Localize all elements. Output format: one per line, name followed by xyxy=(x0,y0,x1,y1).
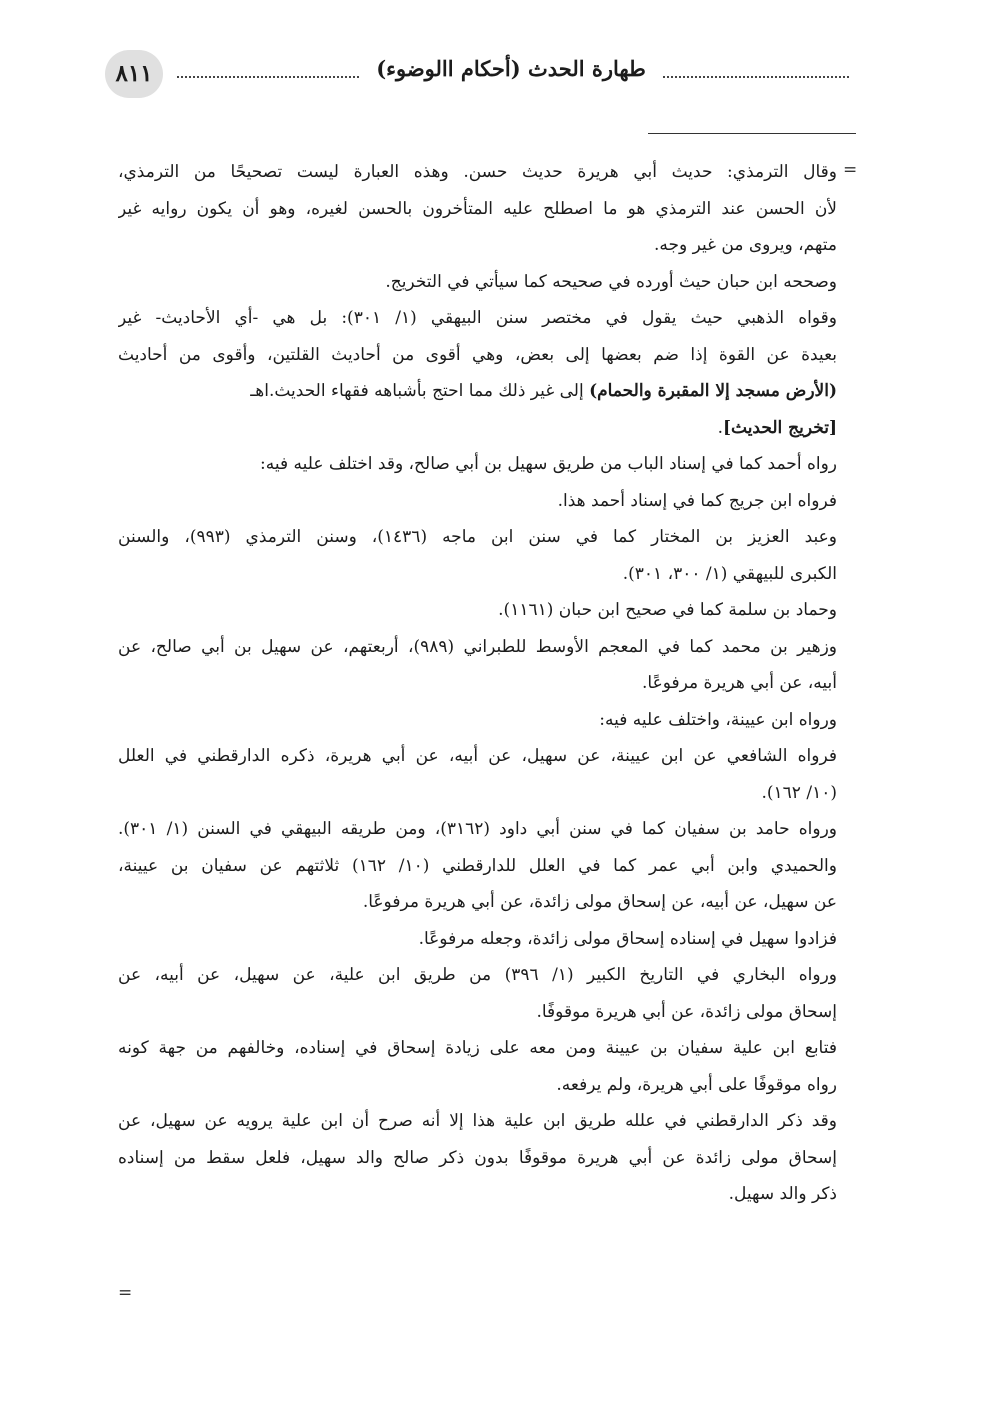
text-line: أبيه، عن أبي هريرة مرفوعًا. xyxy=(642,673,837,693)
text-line: ورواه حامد بن سفيان كما في سنن أبي داود (٣١٦٢)، ومن طريقه البيهقي في السنن (١/ ٣٠١). xyxy=(118,819,837,839)
footnote-separator xyxy=(648,133,856,134)
page-header xyxy=(105,50,857,100)
text-line: رواه موقوفًا على أبي هريرة، ولم يرفعه. xyxy=(556,1074,837,1095)
text-line: رواه أحمد كما في إسناد الباب من طريق سهيل بن أبي صالح، وقد اختلف عليه فيه: xyxy=(259,454,837,474)
footnote-body xyxy=(118,154,837,1213)
header-dots-right xyxy=(663,76,849,78)
text-line: متهم، ويروى من غير وجه. xyxy=(653,235,837,255)
text-line: وزهير بن محمد كما في المعجم الأوسط للطبراني (٩٨٩)، أربعتهم، عن سهيل بن أبي صالح، عن xyxy=(118,636,837,657)
text-line: ورواه البخاري في التاريخ الكبير (١/ ٣٩٦) من طريق ابن علية، عن سهيل، عن أبيه، عن xyxy=(118,965,837,985)
text-line: وقد ذكر الدارقطني في علله طريق ابن علية هذا إلا أنه صرح أن ابن علية يرويه عن سهيل، عن xyxy=(118,1111,837,1131)
text-line: والحميدي وابن أبي عمر كما في العلل للدارقطني (١٠/ ١٦٢) ثلاثتهم عن سفيان بن عيينة، xyxy=(118,855,837,876)
text-line xyxy=(118,373,837,410)
text-span: إلى غير ذلك مما احتج بأشباهه فقهاء الحديث.اهـ xyxy=(250,381,590,401)
text-line: (١٠/ ١٦٢). xyxy=(761,782,837,803)
text-line: فزادوا سهيل في إسناده إسحاق مولى زائدة، وجعله مرفوعًا. xyxy=(418,928,837,949)
text-line: فرواه ابن جريج كما في إسناد أحمد هذا. xyxy=(557,490,837,511)
text-line: الكبرى للبيهقي (١/ ٣٠٠، ٣٠١). xyxy=(622,563,837,584)
text-line: وقال الترمذي: حديث أبي هريرة حديث حسن. وهذه العبارة ليست تصحيحًا من الترمذي، xyxy=(118,162,837,182)
text-line: عن سهيل، عن أبيه، عن إسحاق مولى زائدة، عن أبي هريرة مرفوعًا. xyxy=(362,892,837,912)
header-dots-left xyxy=(177,76,359,78)
bold-phrase: (الأرض مسجد إلا المقبرة والحمام) xyxy=(589,381,837,401)
text-line: إسحاق مولى زائدة عن أبي هريرة موقوفًا بدون ذكر صالح والد سهيل، فلعل سقط من إسناده xyxy=(118,1147,837,1168)
text-line: وعبد العزيز بن المختار كما في سنن ابن ماجه (١٤٣٦)، وسنن الترمذي (٩٩٣)، والسنن xyxy=(118,527,837,547)
text-line: ورواه ابن عيينة، واختلف عليه فيه: xyxy=(599,709,837,730)
section-heading xyxy=(118,410,837,447)
text-line: لأن الحسن عند الترمذي هو ما اصطلح عليه المتأخرون بالحسن لغيره، وهو أن يكون روايه غير xyxy=(118,198,837,219)
text-span: . xyxy=(717,417,723,438)
running-title: طهارة الحدث (أحكام االوضوء) xyxy=(376,56,646,81)
text-line: وصححه ابن حبان حيث أورده في صحيحه كما سيأتي في التخريج. xyxy=(385,271,837,292)
text-line: وحماد بن سلمة كما في صحيح ابن حبان (١١٦١). xyxy=(498,600,837,620)
text-line: وقواه الذهبي حيث يقول في مختصر سنن البيهقي (١/ ٣٠١): بل هي -أي الأحاديث- غير xyxy=(118,308,837,328)
text-line: بعيدة عن القوة إذا ضم بعضها إلى بعض، وهي أقوى من أحاديث القلتين، وأقوى من أحاديث xyxy=(118,344,837,365)
text-line: فتابع ابن علية سفيان بن عيينة ومن معه على زيادة إسحاق في إسناده، وخالفهم من جهة كونه xyxy=(118,1038,837,1058)
continuation-mark-bottom: = xyxy=(118,1283,133,1303)
continuation-mark-top: = xyxy=(843,160,858,180)
text-line: إسحاق مولى زائدة، عن أبي هريرة موقوفًا. xyxy=(536,1001,837,1022)
text-line: ذكر والد سهيل. xyxy=(728,1184,837,1204)
section-heading-text: [تخريج الحديث] xyxy=(722,417,837,438)
page-number: ٨١١ xyxy=(105,50,163,98)
text-line: فرواه الشافعي عن ابن عيينة، عن سهيل، عن أبيه، عن أبي هريرة، ذكره الدارقطني في العلل xyxy=(118,746,837,766)
